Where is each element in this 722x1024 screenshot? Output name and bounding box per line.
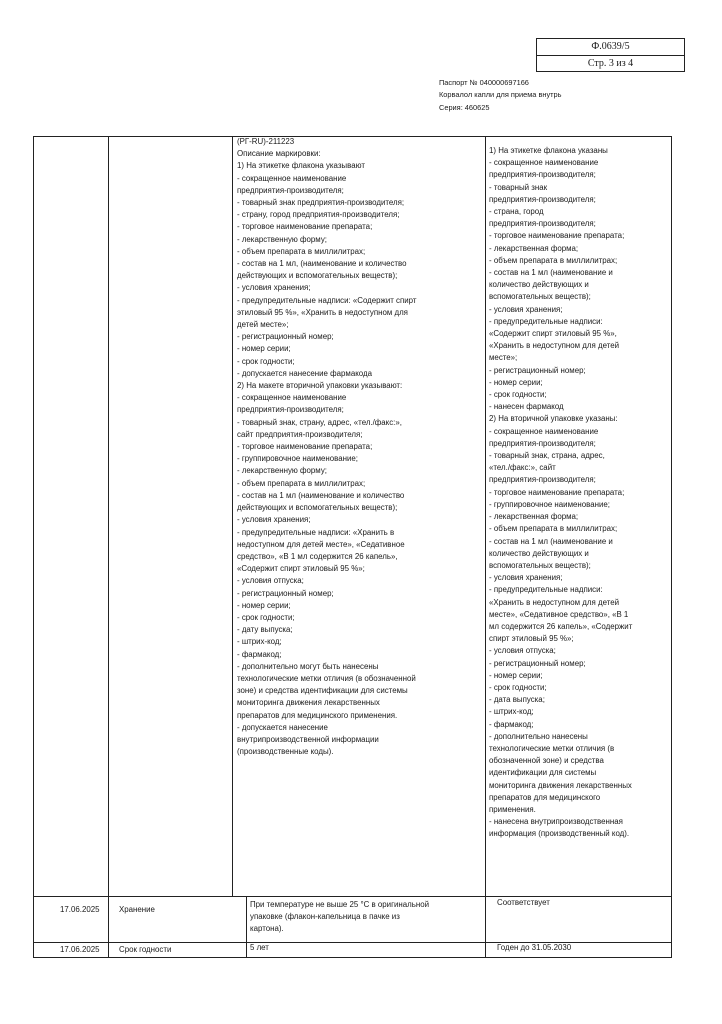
text-line: - группировочное наименование;	[237, 454, 358, 464]
text-line: Описание маркировки:	[237, 149, 321, 159]
text-line: «Содержит спирт этиловый 95 %»,	[489, 329, 617, 339]
text-line: предприятия-производителя;	[489, 219, 596, 229]
text-line: - срок годности;	[237, 356, 295, 366]
text-line: - предупредительные надписи:	[489, 585, 603, 595]
table-row-line-1	[33, 896, 672, 897]
text-line: технологические метки отличия (в	[489, 743, 615, 753]
table-border-right	[671, 136, 672, 958]
text-line: - сокращенное наименование	[489, 426, 599, 436]
text-line: - регистрационный номер;	[489, 365, 586, 375]
table-row-line-2	[33, 942, 672, 943]
text-line: - объем препарата в миллилитрах;	[489, 255, 618, 265]
text-line: - срок годности;	[489, 682, 547, 692]
text-line: - объем препарата в миллилитрах;	[237, 246, 366, 256]
text-line: - сокращенное наименование	[237, 393, 347, 403]
text-line: - группировочное наименование;	[489, 499, 610, 509]
text-line: предприятия-производителя;	[489, 438, 596, 448]
text-line: - состав на 1 мл (наименование и	[489, 268, 613, 278]
text-line: предприятия-производителя;	[489, 194, 596, 204]
text-line: сайт предприятия-производителя;	[237, 429, 363, 439]
text-line: картона).	[250, 924, 284, 934]
text-line: «Хранить в недоступном для детей	[489, 597, 620, 607]
text-line: - срок годности;	[489, 390, 547, 400]
table-border-bottom	[33, 957, 672, 958]
text-line: - условия хранения;	[237, 515, 311, 525]
text-line: - состав на 1 мл (наименование и количество	[237, 490, 405, 500]
storage-result: Соответствует	[497, 898, 550, 907]
text-line: - регистрационный номер;	[489, 658, 586, 668]
marking-result-cell	[489, 145, 632, 841]
text-line: - регистрационный номер;	[237, 332, 334, 342]
text-line: При температуре не выше 25 °С в оригинальной	[250, 900, 429, 909]
form-code: Ф.0639/5	[591, 41, 630, 52]
text-line: (РГ-RU)-211223	[237, 137, 295, 146]
text-line: технологические метки отличия (в обозначенной	[237, 673, 416, 683]
text-line: - предупредительные надписи:	[489, 316, 603, 326]
text-line: препаратов для медицинского	[489, 792, 601, 802]
text-line: предприятия-производителя;	[237, 405, 344, 415]
text-line: - номер серии;	[237, 600, 291, 610]
text-line: месте»;	[489, 353, 518, 363]
shelf-life-requirement: 5 лет	[250, 943, 269, 952]
text-line: - торговое наименование препарата;	[489, 487, 625, 497]
shelf-life-result: Годен до 31.05.2030	[497, 943, 572, 952]
text-line: «Хранить в недоступном для детей	[489, 341, 620, 351]
text-line: - торговое наименование препарата;	[237, 222, 373, 232]
passport-header	[439, 77, 562, 114]
text-line: «Содержит спирт этиловый 95 %»;	[237, 564, 365, 574]
text-line: - состав на 1 мл, (наименование и количество	[237, 259, 407, 269]
text-line: - условия отпуска;	[489, 646, 556, 656]
text-line: применения.	[489, 804, 536, 814]
passport-number: Паспорт № 040000697166	[439, 78, 529, 87]
text-line: - торговое наименование препарата;	[237, 442, 373, 452]
text-line: средство», «В 1 мл содержится 26 капель»,	[237, 551, 398, 561]
text-line: «тел./факс:», сайт	[489, 463, 556, 473]
text-line: - лекарственная форма;	[489, 243, 579, 253]
text-line: - лекарственную форму;	[237, 466, 327, 476]
text-line: упаковке (флакон-капельница в пачке из	[250, 912, 400, 922]
text-line: - срок годности;	[237, 612, 295, 622]
text-line: - объем препарата в миллилитрах;	[489, 524, 618, 534]
text-line: мониторинга движения лекарственных	[237, 698, 380, 708]
text-line: - дополнительно нанесены	[489, 731, 588, 741]
text-line: - допускается нанесение	[237, 722, 328, 732]
text-line: - условия хранения;	[489, 304, 563, 314]
text-line: - номер серии;	[489, 670, 543, 680]
text-line: - фармакод;	[489, 719, 534, 729]
text-line: - условия хранения;	[489, 573, 563, 583]
page-number: Стр. 3 из 4	[537, 55, 684, 72]
text-line: - сокращенное наименование	[237, 173, 347, 183]
text-line: - условия хранения;	[237, 283, 311, 293]
shelf-life-label: Срок годности	[119, 945, 172, 954]
text-line: предприятия-производителя;	[237, 185, 344, 195]
table-divider-1	[108, 136, 109, 958]
series-number: Серия: 460625	[439, 102, 490, 112]
text-line: информация (производственный код).	[489, 829, 630, 839]
text-line: - дата выпуска;	[489, 695, 545, 705]
text-line: действующих и вспомогательных веществ);	[237, 503, 398, 513]
text-line: - товарный знак, страна, адрес,	[489, 451, 605, 461]
text-line: - предупредительные надписи: «Содержит спирт	[237, 295, 417, 305]
text-line: спирт этиловый 95 %»;	[489, 634, 574, 644]
text-line: 1) На этикетке флакона указаны	[489, 146, 608, 155]
text-line: 2) На вторичной упаковке указаны:	[489, 414, 618, 424]
table-border-left	[33, 136, 34, 958]
text-line: мониторинга движения лекарственных	[489, 780, 632, 790]
text-line: - фармакод;	[237, 649, 282, 659]
text-line: детей месте»;	[237, 320, 289, 330]
storage-label: Хранение	[119, 905, 155, 914]
text-line: - нанесена внутрипроизводственная	[489, 817, 623, 827]
text-line: - страна, город	[489, 207, 544, 217]
text-line: - номер серии;	[237, 344, 291, 354]
table-divider-3	[485, 136, 486, 958]
text-line: - дату выпуска;	[237, 625, 293, 635]
text-line: внутрипроизводственной информации	[237, 734, 379, 744]
text-line: вспомогательных веществ);	[489, 560, 591, 570]
text-line: - состав на 1 мл (наименование и	[489, 536, 613, 546]
text-line: - номер серии;	[489, 377, 543, 387]
text-line: - объем препарата в миллилитрах;	[237, 478, 366, 488]
text-line: - товарный знак	[489, 182, 548, 192]
text-line: действующих и вспомогательных веществ);	[237, 271, 398, 281]
text-line: препаратов для медицинского применения.	[237, 710, 398, 720]
table-divider-2b	[246, 896, 247, 958]
text-line: мл содержится 26 капель», «Содержит	[489, 621, 633, 631]
text-line: - сокращенное наименование	[489, 158, 599, 168]
text-line: предприятия-производителя;	[489, 170, 596, 180]
text-line: 2) На макете вторичной упаковки указывают:	[237, 381, 403, 391]
marking-requirement-cell	[237, 136, 417, 758]
product-name: Корвалол капли для приема внутрь	[439, 90, 562, 100]
text-line: - предупредительные надписи: «Хранить в	[237, 527, 395, 537]
text-line: - товарный знак, страну, адрес, «тел./факс:»,	[237, 417, 402, 427]
text-line: - лекарственная форма;	[489, 512, 579, 522]
table-divider-2a	[232, 136, 233, 896]
text-line: идентификации для системы	[489, 768, 597, 778]
text-line: зоне) и средства идентификации для системы	[237, 686, 408, 696]
text-line: количество действующих и	[489, 548, 589, 558]
text-line: - допускается нанесение фармакода	[237, 368, 372, 378]
text-line: - товарный знак предприятия-производителя;	[237, 198, 405, 208]
text-line: - дополнительно могут быть нанесены	[237, 661, 379, 671]
text-line: - регистрационный номер;	[237, 588, 334, 598]
storage-requirement	[250, 899, 429, 936]
text-line: количество действующих и	[489, 280, 589, 290]
text-line: предприятия-производителя;	[489, 475, 596, 485]
shelf-life-date: 17.06.2025	[60, 945, 100, 954]
text-line: - нанесен фармакод	[489, 402, 564, 412]
storage-date: 17.06.2025	[60, 905, 100, 914]
text-line: - штрих-код;	[237, 637, 282, 647]
text-line: - страну, город предприятия-производителя;	[237, 210, 400, 220]
text-line: - условия отпуска;	[237, 576, 304, 586]
text-line: (производственные коды).	[237, 747, 334, 757]
text-line: этиловый 95 %», «Хранить в недоступном для	[237, 307, 408, 317]
text-line: - торговое наименование препарата;	[489, 231, 625, 241]
text-line: - штрих-код;	[489, 707, 534, 717]
text-line: вспомогательных веществ);	[489, 292, 591, 302]
text-line: месте», «Седативное средство», «В 1	[489, 609, 629, 619]
text-line: обозначенной зоне) и средства	[489, 756, 604, 766]
form-code-box	[536, 38, 685, 72]
text-line: недоступном для детей месте», «Седативное	[237, 539, 405, 549]
text-line: 1) На этикетке флакона указывают	[237, 161, 365, 171]
text-line: - лекарственную форму;	[237, 234, 327, 244]
